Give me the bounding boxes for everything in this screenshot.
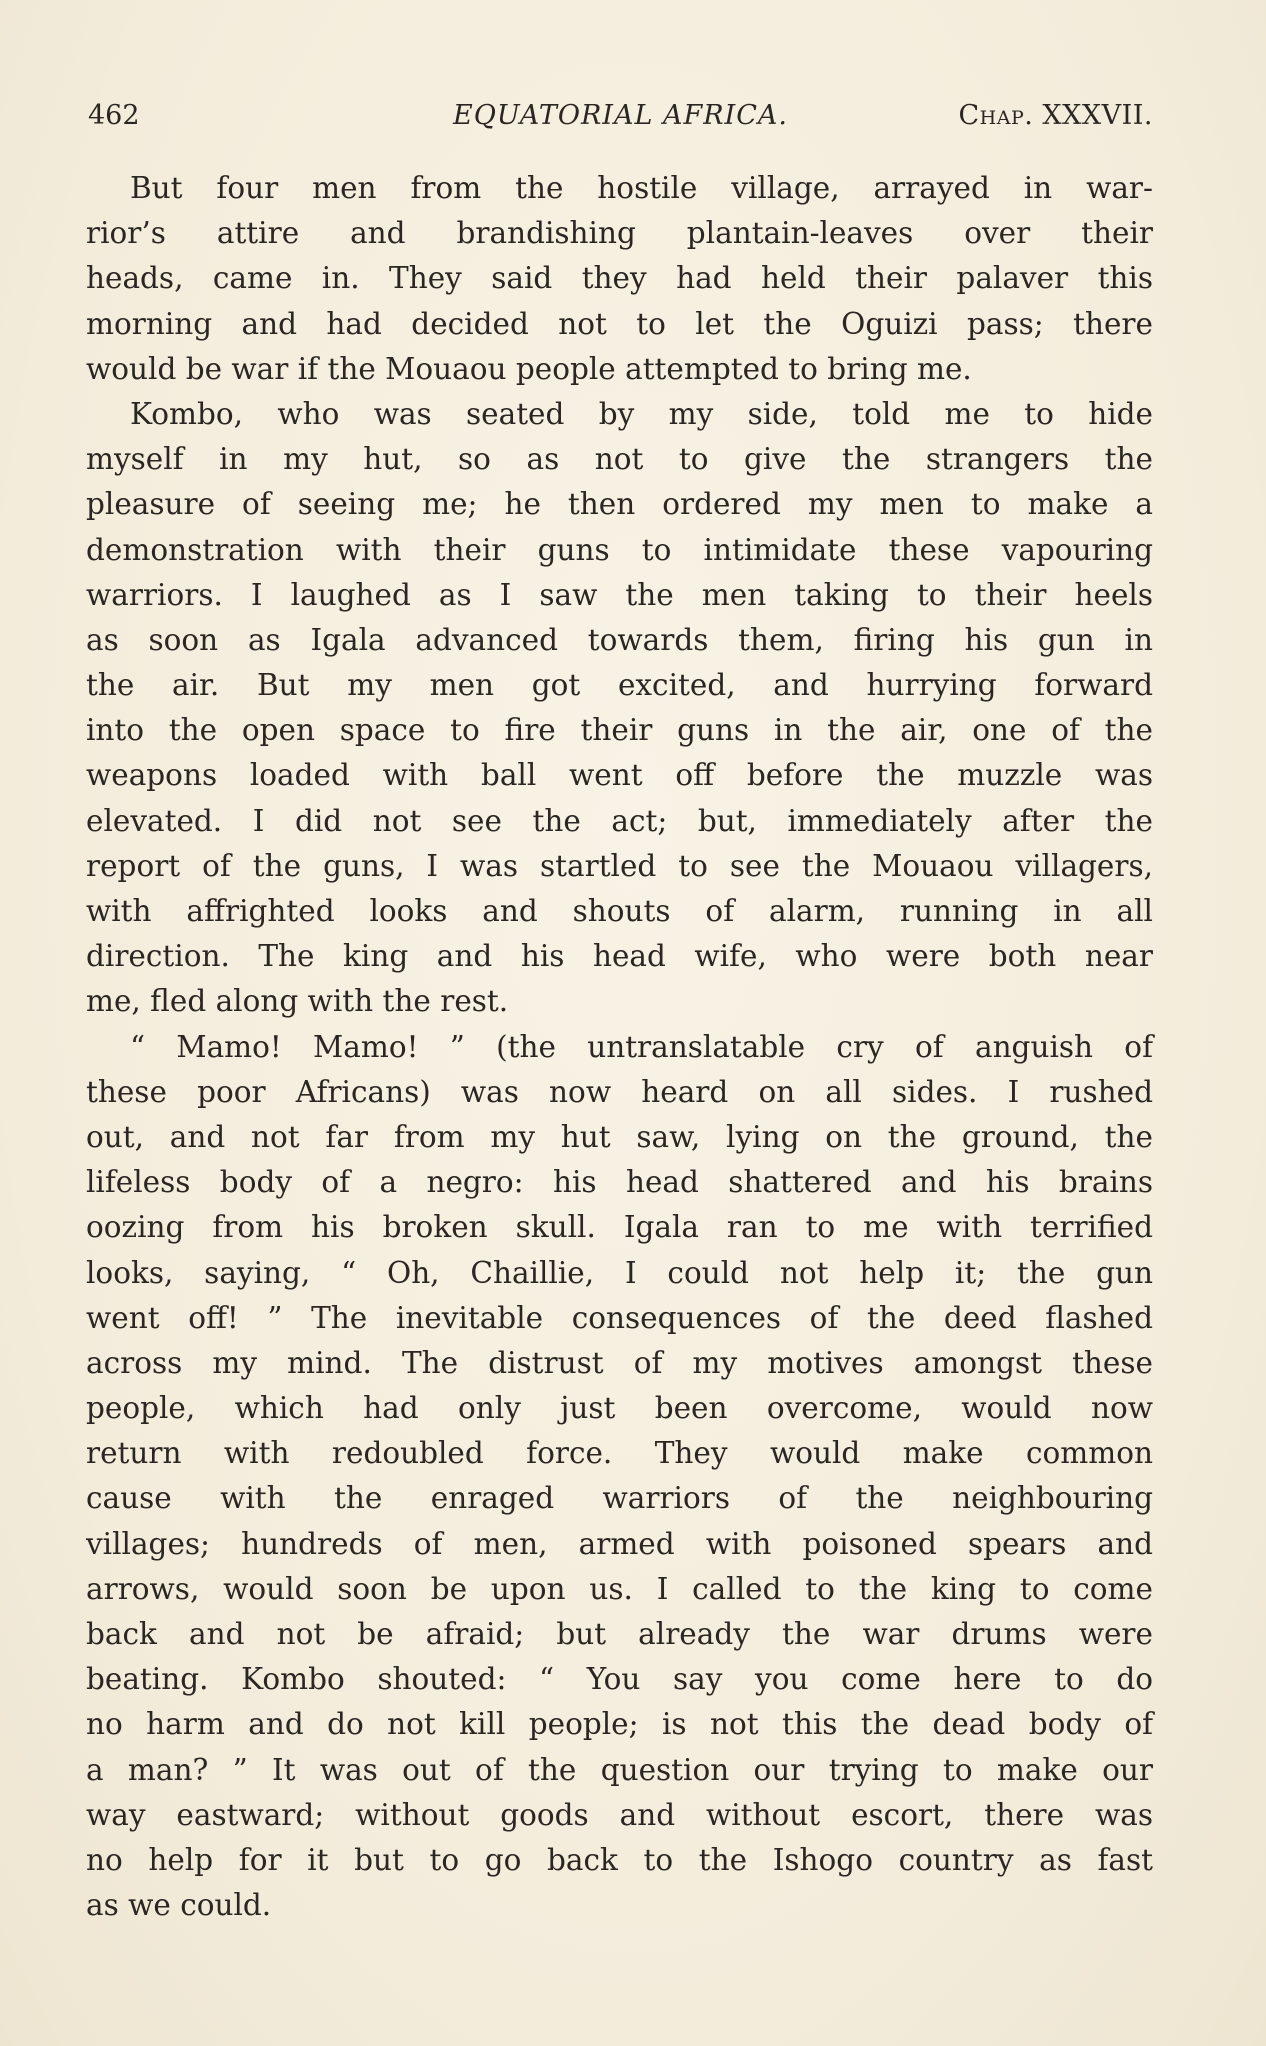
text-line: out, and not far from my hut saw, lying on the ground, the [86,1119,1153,1154]
text-line: these poor Africans) was now heard on all sides. I rushed [86,1074,1153,1109]
text-line: across my mind. The distrust of my motives amongst these [86,1345,1153,1380]
text-line: with affrighted looks and shouts of alarm, running in all [86,894,1153,928]
running-header [88,96,1153,136]
text-line: demonstration with their guns to intimidate these vapouring [86,532,1153,567]
text-line: a man? ” It was out of the question our trying to make our [86,1752,1153,1787]
text-line: return with redoubled force. They would make common [86,1436,1153,1471]
text-line: rior’s attire and brandishing plantain-leaves over their [86,216,1153,251]
page-number: 462 [88,100,140,131]
text-line: no harm and do not kill people; is not this the dead body of [86,1707,1153,1742]
text-line: went off! ” The inevitable consequences of the deed flashed [86,1300,1153,1335]
text-line: pleasure of seeing me; he then ordered my men to make a [86,487,1153,522]
text-line: arrows, would soon be upon us. I called to the king to come [86,1571,1153,1606]
text-line: villages; hundreds of men, armed with poisoned spears and [86,1526,1153,1561]
text-line: But four men from the hostile village, arrayed in war- [130,171,1153,205]
text-line: into the open space to fire their guns in the air, one of the [86,713,1153,748]
text-line: way eastward; without goods and without escort, there was [86,1797,1153,1832]
text-line: no help for it but to go back to the Ishogo country as fast [86,1842,1153,1877]
text-line: direction. The king and his head wife, who were both near [86,939,1153,974]
text-line: warriors. I laughed as I saw the men taking to their heels [86,577,1153,612]
text-line: heads, came in. They said they had held their palaver this [86,261,1153,296]
text-line: me, fled along with the rest. [86,984,509,1019]
text-line: Kombo, who was seated by my side, told me to hide [130,396,1153,431]
chapter-label: Chap. XXXVII. [958,100,1153,131]
text-line: would be war if the Mouaou people attempted to bring me. [86,351,972,386]
text-line: morning and had decided not to let the Oguizi pass; there [86,306,1153,341]
text-line: looks, saying, “ Oh, Chaillie, I could not help it; the gun [86,1255,1153,1290]
text-line: elevated. I did not see the act; but, immediately after the [86,803,1153,838]
text-line: as soon as Igala advanced towards them, firing his gun in [86,622,1153,657]
text-line: as we could. [86,1888,272,1923]
text-line: myself in my hut, so as not to give the strangers the [86,442,1153,477]
text-line: cause with the enraged warriors of the neighbouring [86,1481,1153,1516]
text-line: report of the guns, I was startled to see the Mouaou villagers, [86,848,1153,883]
text-line: weapons loaded with ball went off before the muzzle was [86,758,1153,793]
text-line: the air. But my men got excited, and hurrying forward [86,668,1153,703]
text-line: oozing from his broken skull. Igala ran to me with terrified [86,1210,1153,1245]
text-line: beating. Kombo shouted: “ You say you come here to do [86,1662,1153,1697]
text-line: people, which had only just been overcome, would now [86,1391,1153,1426]
text-line: “ Mamo! Mamo! ” (the untranslatable cry of anguish of [130,1029,1153,1064]
text-line: lifeless body of a negro: his head shattered and his brains [86,1165,1153,1200]
body-text [86,166,1153,1928]
text-line: back and not be afraid; but already the war drums were [86,1617,1153,1651]
running-title: EQUATORIAL AFRICA. [453,100,788,131]
